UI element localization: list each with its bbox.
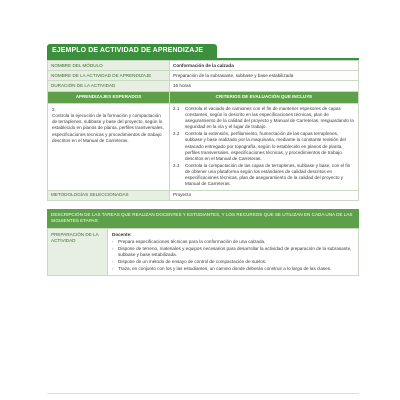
description-bar: DESCRIPCIÓN DE LAS TAREAS QUE REALIZAN DOCENTES Y ESTUDIANTES, Y LOS RECURSOS QUE SE UTILIZAN EN CADA UNA DE LAS SIGUIENTES ETAPAS: (47, 209, 359, 228)
list-item (112, 259, 354, 265)
criterio-number: 2.2 (173, 131, 180, 137)
list-item (112, 246, 354, 258)
criterio-text: Controla la extensión, perfilamiento, humectación de las capas terraplenes, subbase y base realizado por la maquinaria, mediante la constante revisión del estacado entregado por topografía, según lo establecido en planos de planta, perfiles transversales, especificaciones técnicas, y procedimientos de trabajo descritos en el Manual de Carreteras. (185, 131, 346, 161)
list-item-text: Dispone de un método de ensayo de control de compactación de suelos. (118, 258, 267, 264)
metodologias-label: METODOLOGÍAS SELECCIONADAS (48, 190, 170, 200)
criterio-text: Controla la compactación de las capas de terraplenes, subbase y base, con el fin de obtener una plataforma según los estándares de calidad descritos en especificaciones técnicas, plan de aseguramiento de la calidad del proyecto y Manual de Carreteras. (185, 162, 351, 187)
criterio-item (173, 106, 355, 131)
aprendizaje-number: 2. (52, 106, 56, 112)
info-row-actividad (48, 71, 359, 81)
bullet-arrow-icon: › (112, 265, 114, 271)
aprendizajes-header: APRENDIZAJES ESPERADOS (48, 91, 170, 103)
info-label: NOMBRE DEL MÓDULO (48, 61, 170, 71)
aprendizaje-text: Controla la ejecución de la formación y compactación de terraplenes, subbase y base del proyecto, según lo establecido en planos de planta, perfiles transversales, especificaciones técnicas y procedimientos de trabajo descritos en el Manual de Carreteras. (52, 113, 164, 143)
metodologias-value: Proyecto (170, 190, 359, 200)
criterio-item (173, 163, 355, 188)
bullet-arrow-icon: › (112, 245, 114, 251)
criterio-text: Controla el vaciado de camiones con el fin de mantener espesores de capas constantes, según lo descrito en las especificaciones técnicas, plan de aseguramiento de la calidad del proyecto y Manual de Carreteras, resguardando la seguridad en la vía y el lugar de trabajo. (185, 105, 354, 130)
info-table (47, 60, 359, 201)
criterios-cell (170, 103, 359, 190)
criterios-header: CRITERIOS DE EVALUACIÓN QUE INCLUYE (170, 91, 359, 103)
bullet-arrow-icon: › (112, 258, 114, 264)
preparacion-label: PREPARACIÓN DE LA ACTIVIDAD (48, 228, 108, 276)
list-item-text: Dispone de terreno, materiales y equipos necesarios para desarrollar la actividad de preparación de la subrasante, subbase y base estabilizada. (118, 245, 352, 257)
criterio-number: 2.1 (173, 105, 180, 111)
document-title: EJEMPLO DE ACTIVIDAD DE APRENDIZAJE (47, 44, 217, 58)
info-value: Preparación de la subrasante, subbase y base estabilizada (170, 71, 359, 81)
criterio-item (173, 131, 355, 162)
activity-document (47, 39, 359, 276)
stages-table (47, 228, 359, 277)
section-header-row (48, 91, 359, 103)
bullet-arrow-icon: › (112, 238, 114, 244)
list-item (112, 239, 354, 245)
criterio-number: 2.3 (173, 162, 180, 168)
criteria-row (48, 103, 359, 190)
preparacion-body (108, 228, 359, 276)
info-value: Conformación de la calzada (170, 61, 359, 71)
info-label: NOMBRE DE LA ACTIVIDAD DE APRENDIZAJE (48, 71, 170, 81)
aprendizaje-cell (48, 103, 170, 190)
preparacion-row (48, 228, 359, 276)
info-row-modulo (48, 61, 359, 71)
metodologias-row (48, 190, 359, 200)
info-label: DURACIÓN DE LA ACTIVIDAD (48, 81, 170, 91)
docente-label: Docente: (112, 231, 132, 237)
info-row-duracion (48, 81, 359, 91)
list-item-text: Traza, en conjunto con los y las estudiantes, un camino donde deberán construir a lo largo de las clases. (118, 265, 332, 271)
list-item (112, 266, 354, 272)
footer-divider (47, 393, 359, 394)
list-item-text: Prepara especificaciones técnicas para la conformación de una calzada. (118, 238, 266, 244)
info-value: 16 horas (170, 81, 359, 91)
